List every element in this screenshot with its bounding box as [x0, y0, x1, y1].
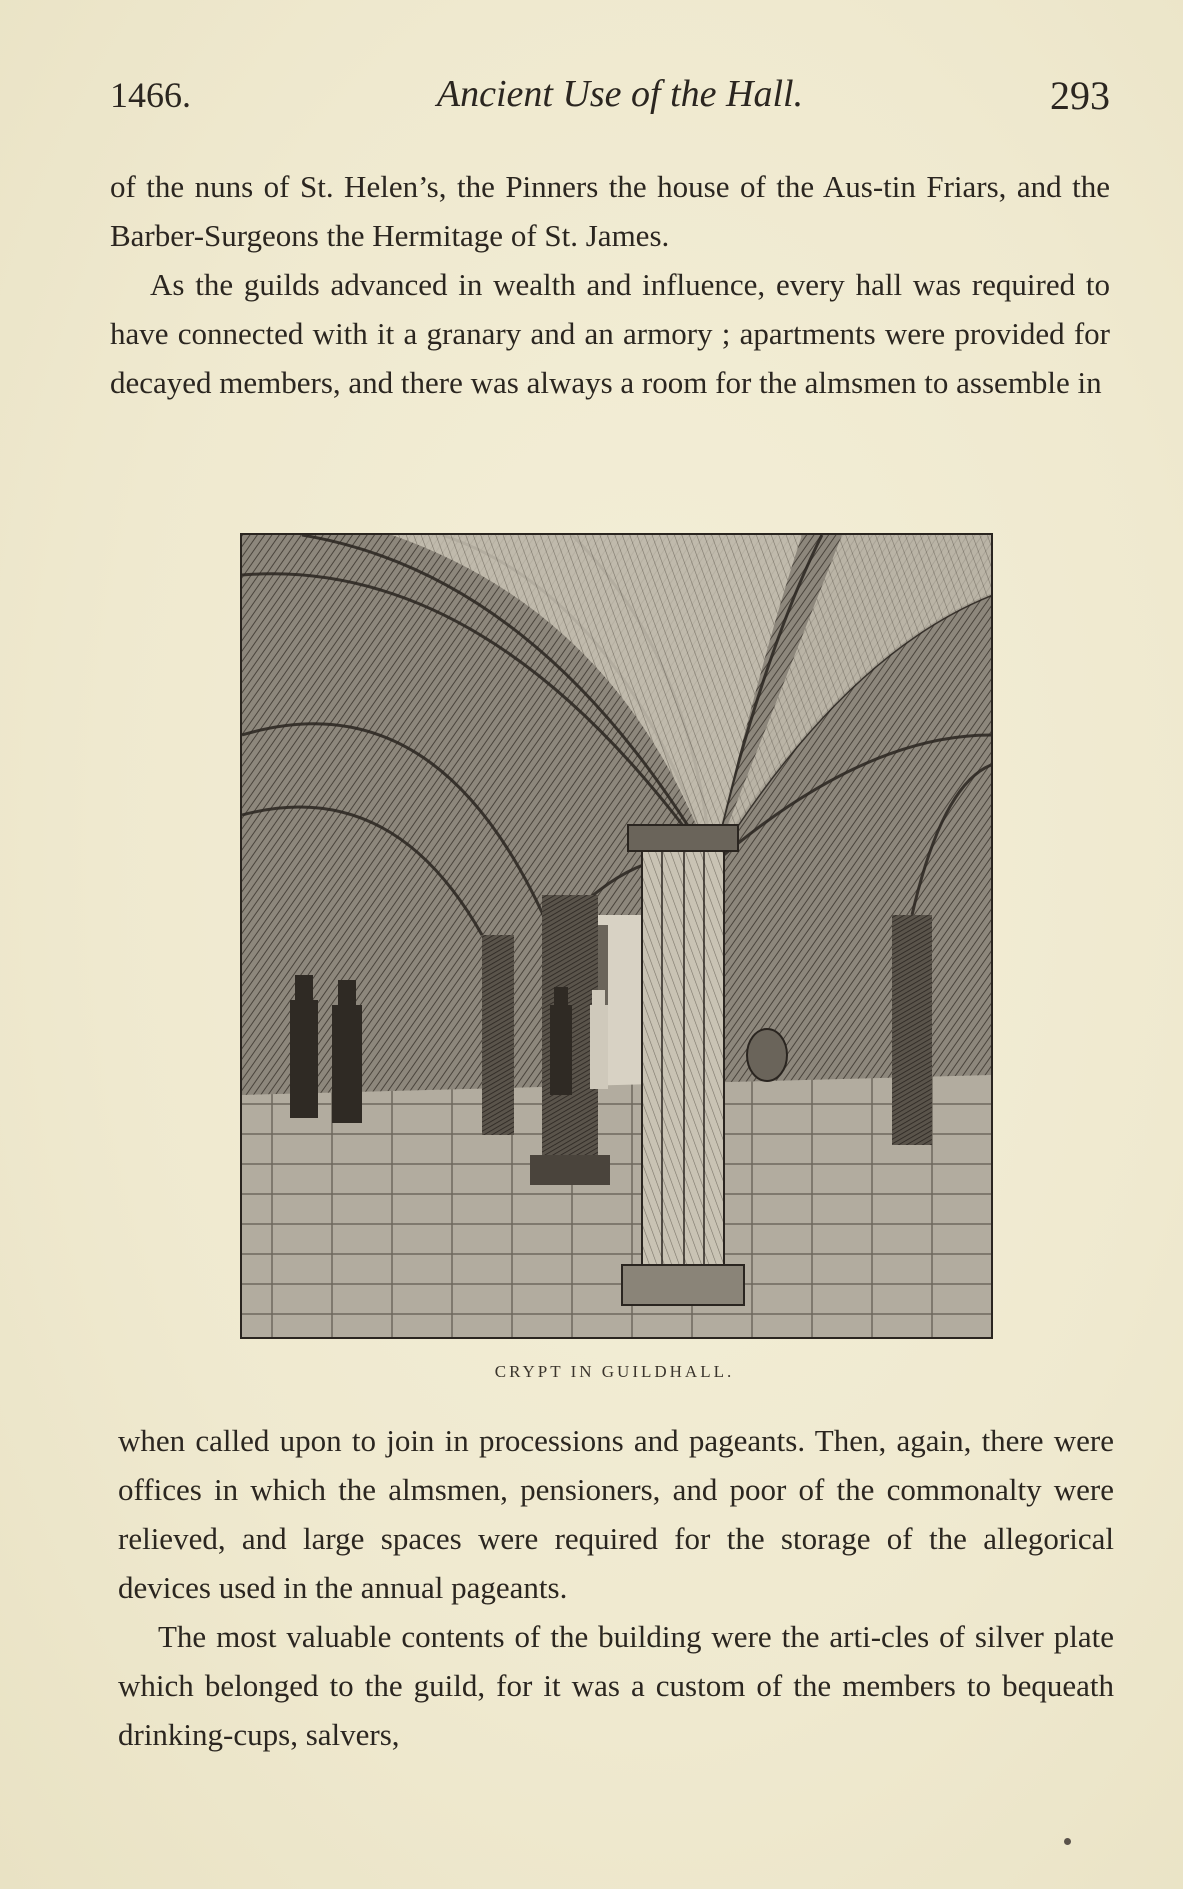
paragraph: As the guilds advanced in wealth and influence, every hall was required to have connected with it a granary and an armory ; apartments were provided for decayed members, and there was always a room for the almsmen to assemble in — [110, 267, 1110, 400]
engraving — [242, 535, 991, 1337]
body-text-bottom — [118, 1416, 1114, 1759]
header-year: 1466. — [110, 75, 191, 115]
paragraph: when called upon to join in processions and pageants. Then, again, there were offices in which the almsmen, pensioners, and poor of the commonalty were relieved, and large spaces were required for the storage of the allegorical devices used in the annual pageants. — [118, 1423, 1114, 1605]
figure-caption: CRYPT IN GUILDHALL. — [494, 1362, 735, 1381]
paragraph: The most valuable contents of the building were the arti-cles of silver plate which belonged to the guild, for it was a custom of the members to bequeath drinking-cups, salvers, — [118, 1619, 1114, 1752]
ink-dot — [1064, 1838, 1071, 1845]
page-header — [110, 66, 1110, 126]
body-text-top — [110, 162, 1110, 407]
crypt-illustration — [240, 533, 993, 1339]
page-number: 293 — [1050, 73, 1110, 118]
running-title: Ancient Use of the Hall. — [436, 73, 804, 115]
paragraph: of the nuns of St. Helen’s, the Pinners the house of the Aus-tin Friars, and the Barber-Surgeons the Hermitage of St. James. — [110, 169, 1110, 253]
